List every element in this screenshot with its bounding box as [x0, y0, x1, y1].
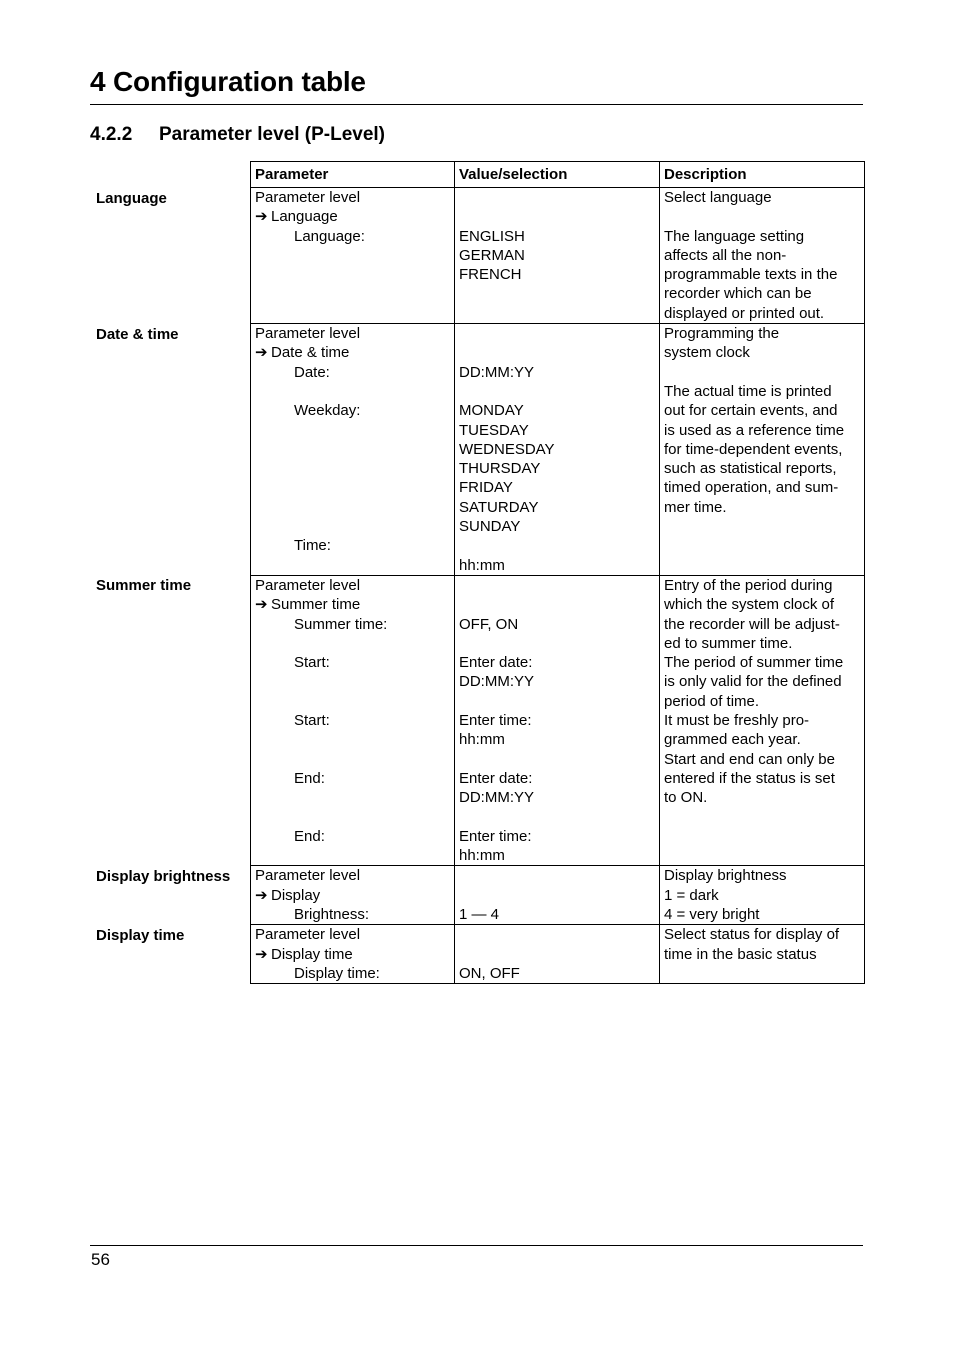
value-line: hh:mm [459, 847, 505, 865]
value-line: SATURDAY [459, 498, 539, 516]
value-line [459, 536, 656, 555]
value-line: THURSDAY [459, 460, 541, 478]
row-label: Date & time [96, 325, 179, 343]
parameter-name [255, 788, 451, 807]
description-line: Select language [664, 189, 772, 206]
parameter-name [255, 730, 451, 749]
description-line: the recorder will be adjust- [664, 615, 840, 633]
description-line: Entry of the period during [664, 576, 833, 594]
description-line: is only valid for the defined [664, 673, 842, 691]
parameter-path-label: Display time [271, 945, 353, 963]
value-line: FRENCH [459, 266, 522, 284]
parameter-name: Brightness: [294, 905, 370, 923]
header-rule [90, 104, 863, 105]
parameter-name [255, 421, 451, 440]
value-line [459, 188, 656, 207]
value-line [459, 382, 656, 401]
description-line: It must be freshly pro- [664, 712, 810, 730]
row-label: Display brightness [96, 867, 231, 885]
value-line: Enter time: [459, 712, 532, 730]
parameter-name: Start: [294, 712, 330, 730]
description-line: displayed or printed out. [664, 304, 825, 322]
parameter-name: Display time: [294, 964, 380, 982]
description-cell [660, 188, 865, 324]
description-cell [660, 925, 865, 984]
table-row [251, 925, 865, 984]
value-line: hh:mm [459, 731, 505, 749]
value-line [459, 866, 656, 885]
parameter-name: Language: [294, 227, 365, 245]
value-line: SUNDAY [459, 518, 521, 536]
parameter-name [255, 672, 451, 691]
parameter-path-label: Date & time [271, 344, 350, 362]
description-line: out for certain events, and [664, 402, 838, 420]
parameter-name [255, 498, 451, 517]
value-line: WEDNESDAY [459, 440, 555, 458]
parameter-path-label: Summer time [271, 596, 361, 614]
value-line: DD:MM:YY [459, 673, 534, 691]
description-line: 1 = dark [664, 886, 719, 904]
parameter-cell [251, 575, 455, 865]
parameter-level-label: Parameter level [255, 189, 361, 206]
description-line [664, 363, 861, 382]
description-line: timed operation, and sum- [664, 479, 839, 497]
description-cell [660, 324, 865, 576]
page-number: 56 [91, 1250, 110, 1269]
description-cell [660, 866, 865, 925]
description-line: The actual time is printed [664, 382, 832, 400]
description-line: which the system clock of [664, 596, 835, 614]
parameter-level-label: Parameter level [255, 325, 361, 343]
section-heading [90, 124, 385, 146]
value-cell [455, 925, 660, 984]
description-line: 4 = very bright [664, 905, 760, 923]
parameter-name [255, 459, 451, 478]
description-line: is used as a reference time [664, 421, 845, 439]
table-row [251, 575, 865, 865]
value-cell [455, 866, 660, 925]
value-line: Enter date: [459, 769, 533, 787]
description-line [664, 207, 861, 226]
parameter-name: End: [294, 769, 325, 787]
parameter-path-label: Language [271, 208, 338, 226]
value-line: TUESDAY [459, 421, 529, 439]
parameter-name: Time: [294, 537, 331, 555]
description-line: The period of summer time [664, 654, 844, 672]
description-line: programmable texts in the [664, 266, 838, 284]
parameter-name [255, 634, 451, 653]
value-line [459, 925, 656, 944]
value-line [459, 324, 656, 343]
parameter-path [255, 595, 451, 614]
value-line [459, 808, 656, 827]
header-description: Description [660, 162, 865, 188]
value-line [459, 576, 656, 595]
parameter-name [255, 750, 451, 769]
header-parameter: Parameter [251, 162, 455, 188]
arrow-right-icon: ➔ [255, 886, 268, 904]
parameter-name [255, 808, 451, 827]
description-line: system clock [664, 344, 750, 362]
arrow-right-icon: ➔ [255, 208, 268, 226]
parameter-name [255, 382, 451, 401]
parameter-name: Summer time: [294, 615, 388, 633]
description-line: The language setting [664, 227, 805, 245]
parameter-cell [251, 925, 455, 984]
value-line: ENGLISH [459, 227, 525, 245]
value-line [459, 207, 656, 226]
parameter-path-label: Display [271, 886, 321, 904]
value-cell [455, 575, 660, 865]
parameter-name: Start: [294, 654, 330, 672]
description-line: Start and end can only be [664, 750, 835, 768]
description-line: mer time. [664, 498, 727, 516]
parameter-level-label: Parameter level [255, 576, 361, 594]
parameter-path [255, 343, 451, 362]
footer-rule [90, 1245, 863, 1246]
value-line: DD:MM:YY [459, 789, 534, 807]
parameter-name [255, 692, 451, 711]
parameter-name [255, 517, 451, 536]
section-number: 4.2.2 [90, 124, 133, 145]
parameter-name: Weekday: [294, 402, 361, 420]
description-cell [660, 575, 865, 865]
description-line: recorder which can be [664, 285, 812, 303]
description-line: entered if the status is set [664, 769, 835, 787]
description-line: Programming the [664, 325, 780, 343]
value-line [459, 692, 656, 711]
value-line: hh:mm [459, 556, 505, 574]
value-line [459, 945, 656, 964]
description-line: to ON. [664, 789, 708, 807]
parameter-name [255, 478, 451, 497]
description-line: grammed each year. [664, 731, 801, 749]
value-line: MONDAY [459, 402, 524, 420]
value-line: Enter date: [459, 654, 533, 672]
value-line: DD:MM:YY [459, 363, 534, 381]
value-line: Enter time: [459, 827, 532, 845]
table-row [251, 866, 865, 925]
parameter-cell [251, 866, 455, 925]
value-line [459, 634, 656, 653]
description-line: period of time. [664, 692, 760, 710]
parameter-path [255, 207, 451, 226]
parameter-path [255, 945, 451, 964]
arrow-right-icon: ➔ [255, 344, 268, 362]
value-cell [455, 188, 660, 324]
description-line: such as statistical reports, [664, 460, 837, 478]
section-title: Parameter level (P-Level) [159, 124, 386, 145]
parameter-cell [251, 324, 455, 576]
parameter-path [255, 886, 451, 905]
description-line: Display brightness [664, 867, 787, 885]
arrow-right-icon: ➔ [255, 596, 268, 614]
parameter-name: End: [294, 827, 325, 845]
arrow-right-icon: ➔ [255, 945, 268, 963]
description-line: ed to summer time. [664, 634, 793, 652]
description-line: for time-dependent events, [664, 440, 843, 458]
value-line [459, 750, 656, 769]
header-value-selection: Value/selection [455, 162, 660, 188]
row-label: Summer time [96, 577, 192, 595]
parameter-name: Date: [294, 363, 330, 381]
configuration-table [250, 161, 865, 984]
description-line: time in the basic status [664, 945, 817, 963]
chapter-title: 4 Configuration table [90, 66, 366, 97]
value-line [459, 595, 656, 614]
table-row [251, 188, 865, 324]
table-row [251, 324, 865, 576]
value-line: ON, OFF [459, 964, 520, 982]
value-line: GERMAN [459, 246, 525, 264]
parameter-level-label: Parameter level [255, 926, 361, 944]
value-line [459, 343, 656, 362]
value-line [459, 886, 656, 905]
value-cell [455, 324, 660, 576]
parameter-cell [251, 188, 455, 324]
description-line: affects all the non- [664, 246, 787, 264]
value-line: 1 — 4 [459, 905, 500, 923]
parameter-level-label: Parameter level [255, 867, 361, 885]
value-line: OFF, ON [459, 615, 519, 633]
table-header-row [251, 162, 865, 188]
description-line: Select status for display of [664, 926, 840, 944]
parameter-name [255, 440, 451, 459]
value-line: FRIDAY [459, 479, 513, 497]
row-label: Language [96, 189, 167, 207]
row-label: Display time [96, 926, 185, 944]
